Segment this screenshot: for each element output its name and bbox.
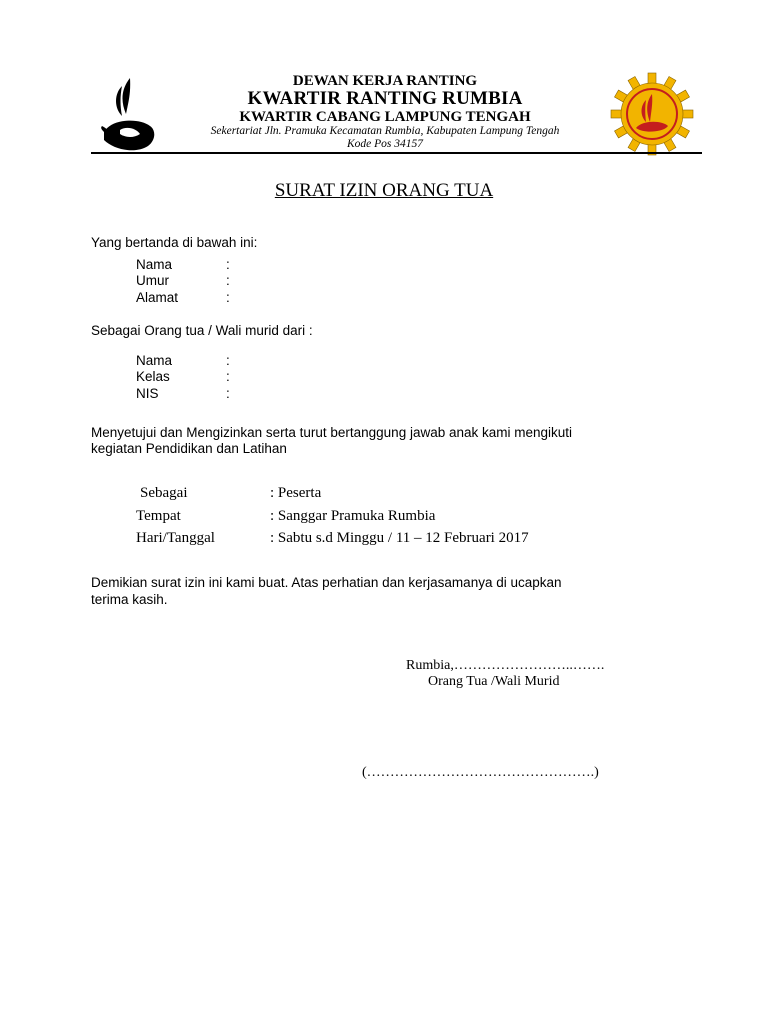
header-divider	[91, 152, 702, 154]
detail-place-value: : Sanggar Pramuka Rumbia	[270, 508, 436, 524]
letterhead-main: KWARTIR RANTING RUMBIA	[247, 88, 523, 109]
consent-text-line1: Menyetujui dan Mengizinkan serta turut bertanggung jawab anak kami mengikuti	[91, 425, 573, 440]
document-title: SURAT IZIN ORANG TUA	[274, 180, 494, 201]
signature-name-placeholder: (………………………………………….)	[362, 765, 599, 780]
intro-text: Yang bertanda di bawah ini:	[91, 235, 258, 250]
gerakan-pramuka-emblem-icon	[610, 72, 694, 156]
parent-age-colon: :	[226, 273, 230, 288]
letterhead	[160, 73, 610, 151]
parent-name-colon: :	[226, 257, 230, 272]
parent-name-label: Nama	[136, 257, 173, 272]
tunas-kelapa-logo	[100, 74, 160, 154]
student-class-colon: :	[226, 369, 230, 384]
closing-text-line2: terima kasih.	[91, 592, 168, 607]
signature-place-date: Rumbia,……………………..…….	[406, 658, 605, 673]
consent-text-line2: kegiatan Pendidikan dan Latihan	[91, 441, 287, 456]
detail-place-label: Tempat	[136, 508, 181, 524]
detail-date-value: : Sabtu s.d Minggu / 11 – 12 Februari 2017	[270, 530, 529, 546]
student-name-colon: :	[226, 353, 230, 368]
signature-role: Orang Tua /Wali Murid	[428, 674, 560, 689]
student-nis-label: NIS	[136, 386, 159, 401]
letterhead-sub: KWARTIR CABANG LAMPUNG TENGAH	[239, 109, 531, 125]
ward-intro-text: Sebagai Orang tua / Wali murid dari :	[91, 323, 313, 338]
parent-address-colon: :	[226, 290, 230, 305]
student-nis-colon: :	[226, 386, 230, 401]
parent-age-label: Umur	[136, 273, 169, 288]
closing-text-line1: Demikian surat izin ini kami buat. Atas perhatian dan kerjasamanya di ucapkan	[91, 575, 562, 590]
parent-address-label: Alamat	[136, 290, 179, 305]
detail-role-value: : Peserta	[270, 485, 322, 501]
detail-date-label: Hari/Tanggal	[136, 530, 215, 546]
student-class-label: Kelas	[136, 369, 170, 384]
letterhead-org: DEWAN KERJA RANTING	[292, 73, 478, 89]
letterhead-address: Sekertariat Jln. Pramuka Kecamatan Rumbia, Kabupaten Lampung Tengah	[210, 125, 560, 137]
letterhead-postcode: Kode Pos 34157	[346, 138, 424, 150]
student-name-label: Nama	[136, 353, 173, 368]
detail-role-label: Sebagai	[140, 485, 188, 501]
